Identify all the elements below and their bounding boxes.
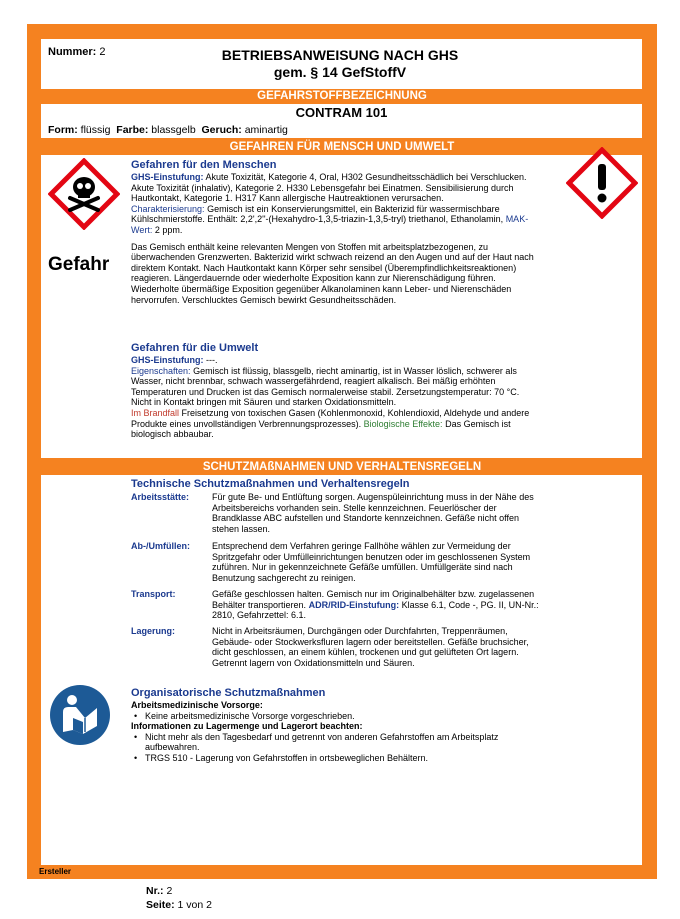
organisational-measures	[131, 687, 541, 764]
org-list-lager	[131, 732, 541, 764]
environment-heading: Gefahren für die Umwelt	[131, 342, 259, 354]
mak-text: 2 ppm.	[154, 224, 183, 235]
seite-label: Seite:	[146, 899, 175, 911]
page-title	[120, 47, 560, 81]
tech-row-label: Arbeitsstätte:	[131, 492, 190, 502]
environment-fire	[131, 408, 539, 440]
env-eig-text: Gemisch ist flüssig, blassgelb, riecht aminartig, ist in Wasser löslich, schwerer als Wasser, nicht brennbar, schwach wassergefährdend, reagiert alkalisch. Bei mäßig erhöhten Temperaturen und Drucken ist das Gemisch normalerweise stabil. Zersetzungstemperatur: 70 °C. Nicht in Kontakt bringen mit Säuren und starken Oxidationsmitteln.	[131, 365, 520, 408]
tech-row-text: Entsprechend dem Verfahren geringe Fallhöhe wählen zur Vermeidung der Spritzgefahr oder Umfülleinrichtungen benutzen oder im geschlossenen System zuführen. Nur in gekennzeichnete Gefäße umfüllen. Umfüllgeräte sind nach Benutzung sachgerecht zu reinigen.	[212, 541, 531, 583]
farbe-value: blassgelb	[151, 124, 196, 136]
tech-row-text: Für gute Be- und Entlüftung sorgen. Augenspüleinrichtung muss in der Nähe des Arbeitsbereichs vorhanden sein. Stelle kennzeichnen. Feuerlöscher der Brandklasse ABC aufstellen und Standorte kennzeichnen. Gefäße nicht offen stehen lassen.	[212, 492, 534, 534]
tech-row-label: Ab-/Umfüllen:	[131, 541, 190, 551]
human-ghs-text: Akute Toxizität, Kategorie 4, Oral, H302 Gesundheitsschädlich bei Verschlucken. Akute Toxizität (inhalativ), Kategorie 2. H330 Lebensgefahr bei Einatmen. Sensibilisierung durch Hautkontakt, Kategorie 1. H317 Kann allergische Hautreaktionen verursachen.	[131, 172, 527, 204]
band-protection: SCHUTZMAßNAHMEN UND VERHALTENSREGELN	[202, 461, 482, 473]
env-bio-text: Das Gemisch ist biologisch abbaubar.	[131, 418, 511, 440]
env-eig-label: Eigenschaften:	[131, 365, 191, 376]
org-sub-lager: Informationen zu Lagermenge und Lagerort beachten:	[131, 721, 363, 732]
substance-properties	[48, 124, 288, 137]
technical-heading: Technische Schutzmaßnahmen und Verhaltensregeln	[131, 478, 410, 490]
list-item: • TRGS 510 - Lagerung von Gefahrstoffen in ortsbeweglichen Behältern.	[145, 753, 541, 764]
human-char-label: Charakterisierung:	[131, 203, 205, 214]
nummer	[48, 46, 105, 58]
human-characterisation	[131, 204, 539, 236]
organisational-heading: Organisatorische Schutzmaßnahmen	[131, 687, 326, 699]
human-ghs	[131, 172, 539, 204]
form-value: flüssig	[80, 124, 111, 136]
human-hazards	[131, 159, 539, 305]
adr-text: Klasse 6.1, Code -, PG. II, UN-Nr.: 2810, Gefahrzettel: 6.1.	[212, 599, 539, 621]
human-hazards-heading: Gefahren für den Menschen	[131, 159, 277, 171]
nummer-value: 2	[99, 46, 106, 58]
mak-label: MAK-Wert:	[131, 214, 529, 235]
nummer-label: Nummer:	[48, 46, 97, 58]
seite-value: 1 von 2	[177, 899, 212, 911]
skull-crossbones-icon	[48, 158, 120, 230]
read-manual-icon	[49, 684, 111, 746]
nr-value: 2	[166, 885, 173, 897]
org-list-vorsorge	[131, 711, 541, 722]
human-char-text: Gemisch ist ein Konservierungsmittel, ein Bakterizid für wassermischbare Kühlschmierstoffe. Enthält: 2,2',2''-(Hexahydro-1,3,5-triazin-1,3,5-tryl) triethanol, Ethanolamin,	[131, 203, 504, 225]
title-line-2: gem. § 14 GefStoffV	[273, 64, 407, 80]
human-ghs-label: GHS-Einstufung:	[131, 172, 204, 182]
title-line-1: BETRIEBSANWEISUNG NACH GHS	[221, 47, 459, 63]
footer-seite	[146, 898, 212, 912]
org-sub-vorsorge: Arbeitsmedizinische Vorsorge:	[131, 700, 263, 710]
form-label: Form:	[48, 124, 78, 136]
list-item: • Keine arbeitsmedizinische Vorsorge vorgeschrieben.	[145, 711, 541, 722]
tech-row-label: Lagerung:	[131, 626, 175, 636]
footer-page-info	[146, 884, 212, 912]
tech-row-transport	[212, 589, 550, 621]
signal-word: Gefahr	[48, 254, 110, 275]
environment-hazards	[131, 342, 539, 440]
transport-text: Gefäße geschlossen halten. Gemisch nur im Originalbehälter bzw. zugelassenen Behälter transportieren.	[212, 589, 535, 610]
env-ghs-text: ---.	[206, 355, 218, 365]
tech-row-text: Nicht in Arbeitsräumen, Durchgängen oder Durchfahrten, Treppenräumen, Gebäude- oder Stockwerksfluren lagern oder bereitstellen. Gefäße bruchsicher, dicht geschlossen, an einem kühlen, trockenen und gut gelüfteten Ort lagern. Getrennt lagern von Oxidationsmitteln und Säuren.	[212, 626, 529, 668]
tech-row-label: Transport:	[131, 589, 176, 599]
env-ghs-label: GHS-Einstufung:	[131, 355, 204, 365]
footer-nr	[146, 884, 212, 898]
list-item: • Nicht mehr als den Tagesbedarf und getrennt von anderen Gefahrstoffen am Arbeitsplatz aufbewahren.	[145, 732, 541, 753]
ersteller-label: Ersteller	[39, 867, 72, 876]
band-substance: GEFAHRSTOFFBEZEICHNUNG	[257, 90, 427, 102]
environment-ghs	[131, 355, 539, 366]
exclamation-mark-icon	[566, 147, 638, 219]
adr-label: ADR/RID-Einstufung:	[308, 599, 400, 610]
env-bio-label: Biologische Effekte:	[363, 418, 443, 429]
env-brand-text: Freisetzung von toxischen Gasen (Kohlenmonoxid, Kohlendioxid, Aldehyde und andere Produkte eines unvollständigen Verbrennungsprozesses).	[131, 407, 530, 429]
environment-properties	[131, 366, 539, 408]
geruch-value: aminartig	[244, 124, 288, 136]
nr-label: Nr.:	[146, 885, 164, 897]
band-hazards: GEFAHREN FÜR MENSCH UND UMWELT	[229, 141, 455, 153]
human-paragraph: Das Gemisch enthält keine relevanten Mengen von Stoffen mit arbeitsplatzbezogenen, zu überwachenden Grenzwerten. Bakterizid wirkt schwach reizend an den Augen und auf der Haut nach direktem Kontakt. Nach Hautkontakt kann Körper sehr sensibel (Überempfindlichkeitsreaktionen) reagieren. Längerdauernde oder wiederholte Exposition kann zur Nierenschädigung führen. Wiederholte übermäßige Exposition gegenüber Alkanolaminen kann Leber- und Nierenschäden hervorrufen. Verschlucktes Gemisch bewirkt Gesundheitsschäden.	[131, 241, 534, 305]
env-brand-label: Im Brandfall	[131, 407, 180, 418]
geruch-label: Geruch:	[201, 124, 242, 136]
substance-name: CONTRAM 101	[295, 105, 388, 120]
farbe-label: Farbe:	[116, 124, 149, 136]
